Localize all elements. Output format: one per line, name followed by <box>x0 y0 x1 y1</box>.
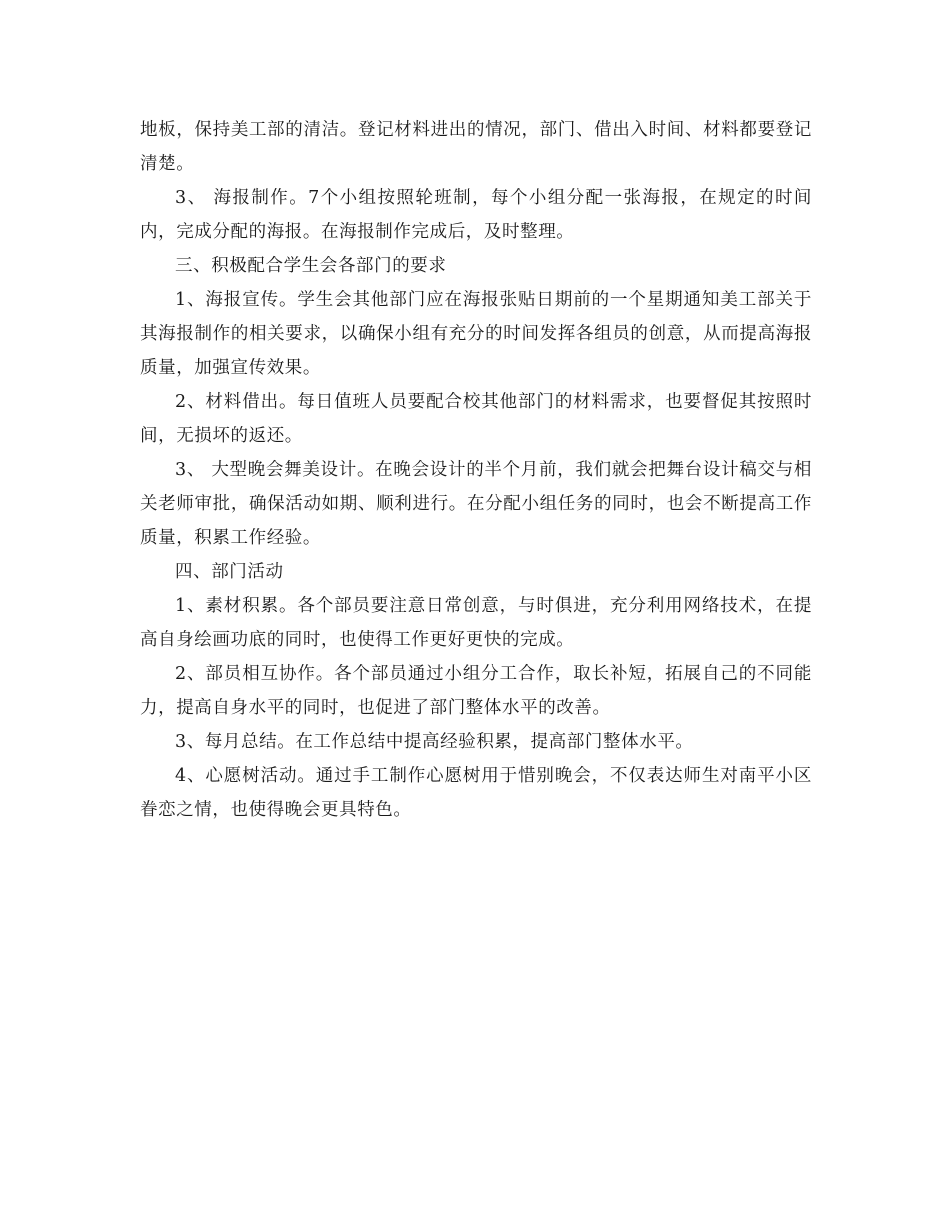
paragraph-poster-making: 3、 海报制作。7个小组按照轮班制，每个小组分配一张海报，在规定的时间内，完成分配的海报。在海报制作完成后，及时整理。 <box>140 188 812 242</box>
paragraph-material-lending: 2、材料借出。每日值班人员要配合校其他部门的材料需求，也要督促其按照时间，无损坏的返还。 <box>140 392 812 446</box>
paragraph-monthly-summary: 3、每月总结。在工作总结中提高经验积累，提高部门整体水平。 <box>175 732 694 752</box>
section-heading-cooperation: 三、积极配合学生会各部门的要求 <box>175 256 447 276</box>
document-body <box>140 113 812 827</box>
paragraph-poster-promotion: 1、海报宣传。学生会其他部门应在海报张贴日期前的一个星期通知美工部关于其海报制作的相关要求，以确保小组有充分的时间发挥各组员的创意，从而提高海报质量，加强宣传效果。 <box>140 290 812 378</box>
paragraph-wish-tree: 4、心愿树活动。通过手工制作心愿树用于惜别晚会，不仅表达师生对南平小区眷恋之情，也使得晚会更具特色。 <box>140 766 812 820</box>
section-heading-activities: 四、部门活动 <box>175 562 284 582</box>
paragraph-continuation: 地板，保持美工部的清洁。登记材料进出的情况，部门、借出入时间、材料都要登记清楚。 <box>140 120 812 174</box>
paragraph-member-collaboration: 2、部员相互协作。各个部员通过小组分工合作，取长补短，拓展自己的不同能力，提高自身水平的同时，也促进了部门整体水平的改善。 <box>140 664 812 718</box>
paragraph-stage-design: 3、 大型晚会舞美设计。在晚会设计的半个月前，我们就会把舞台设计稿交与相关老师审批，确保活动如期、顺利进行。在分配小组任务的同时，也会不断提高工作质量，积累工作经验。 <box>140 460 812 548</box>
paragraph-material-accumulation: 1、素材积累。各个部员要注意日常创意，与时俱进，充分利用网络技术，在提高自身绘画功底的同时，也使得工作更好更快的完成。 <box>140 596 812 650</box>
